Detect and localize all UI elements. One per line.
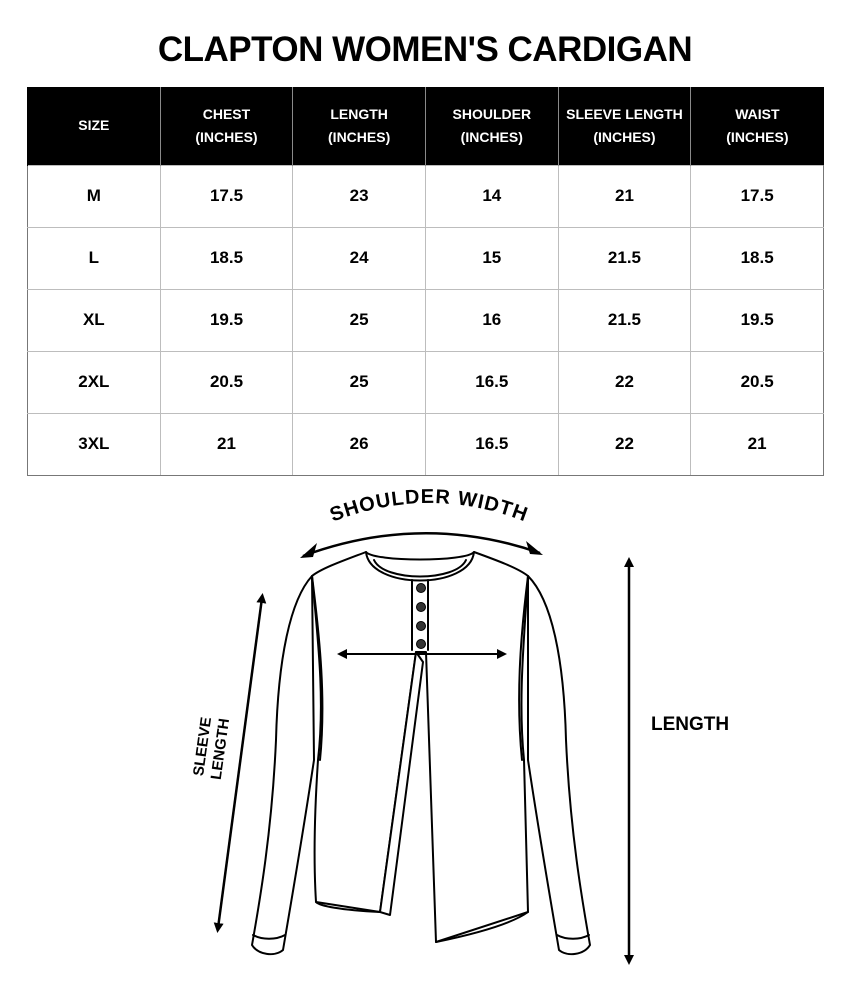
cell-shoulder: 16 <box>425 289 558 351</box>
cell-sleeve-length: 22 <box>558 413 691 475</box>
page-title: CLAPTON WOMEN'S CARDIGAN <box>157 30 693 69</box>
cell-shoulder: 16.5 <box>425 413 558 475</box>
cell-length: 24 <box>293 227 426 289</box>
cell-size: XL <box>28 289 161 351</box>
svg-text:LENGTH: LENGTH <box>207 717 234 781</box>
header-chest: CHEST (INCHES) <box>160 87 293 165</box>
cell-chest: 17.5 <box>160 165 293 227</box>
cardigan-measurement-diagram <box>0 470 850 990</box>
cell-chest: 21 <box>160 413 293 475</box>
shoulder-width-label: SHOULDER WIDTH <box>326 485 532 527</box>
cell-waist: 20.5 <box>691 351 824 413</box>
button-icon <box>417 584 426 593</box>
size-chart-table <box>27 87 824 476</box>
cell-sleeve-length: 21.5 <box>558 227 691 289</box>
cell-sleeve-length: 22 <box>558 351 691 413</box>
table-row <box>28 227 824 289</box>
cell-waist: 19.5 <box>691 289 824 351</box>
table-row <box>28 351 824 413</box>
cell-shoulder: 14 <box>425 165 558 227</box>
table-header-row <box>28 87 824 165</box>
cardigan-illustration <box>252 552 590 954</box>
table-row <box>28 289 824 351</box>
cell-size: L <box>28 227 161 289</box>
cell-length: 25 <box>293 351 426 413</box>
cell-length: 25 <box>293 289 426 351</box>
cell-size: M <box>28 165 161 227</box>
cell-chest: 18.5 <box>160 227 293 289</box>
length-label: LENGTH <box>651 714 730 735</box>
shoulder-arrowhead-right-icon <box>526 541 543 555</box>
header-sleeve-length: SLEEVE LENGTH (INCHES) <box>558 87 691 165</box>
cell-sleeve-length: 21.5 <box>558 289 691 351</box>
right-sleeve <box>528 576 590 954</box>
cell-waist: 18.5 <box>691 227 824 289</box>
cell-chest: 20.5 <box>160 351 293 413</box>
button-icon <box>417 603 426 612</box>
cell-size: 3XL <box>28 413 161 475</box>
header-shoulder: SHOULDER (INCHES) <box>425 87 558 165</box>
header-waist: WAIST (INCHES) <box>691 87 824 165</box>
sleeve-length-label <box>190 715 233 781</box>
left-sleeve <box>252 576 314 954</box>
table-row <box>28 165 824 227</box>
cell-waist: 17.5 <box>691 165 824 227</box>
svg-text:SLEEVE: SLEEVE <box>190 716 216 778</box>
header-length: LENGTH (INCHES) <box>293 87 426 165</box>
cell-shoulder: 15 <box>425 227 558 289</box>
cell-length: 23 <box>293 165 426 227</box>
cell-shoulder: 16.5 <box>425 351 558 413</box>
cell-length: 26 <box>293 413 426 475</box>
button-icon <box>417 640 426 649</box>
shoulder-arrowhead-left-icon <box>300 543 317 558</box>
header-size: SIZE <box>28 87 161 165</box>
button-icon <box>417 622 426 631</box>
cell-waist: 21 <box>691 413 824 475</box>
cell-chest: 19.5 <box>160 289 293 351</box>
cell-size: 2XL <box>28 351 161 413</box>
table-row <box>28 413 824 475</box>
shoulder-width-arrow <box>303 533 540 556</box>
cell-sleeve-length: 21 <box>558 165 691 227</box>
